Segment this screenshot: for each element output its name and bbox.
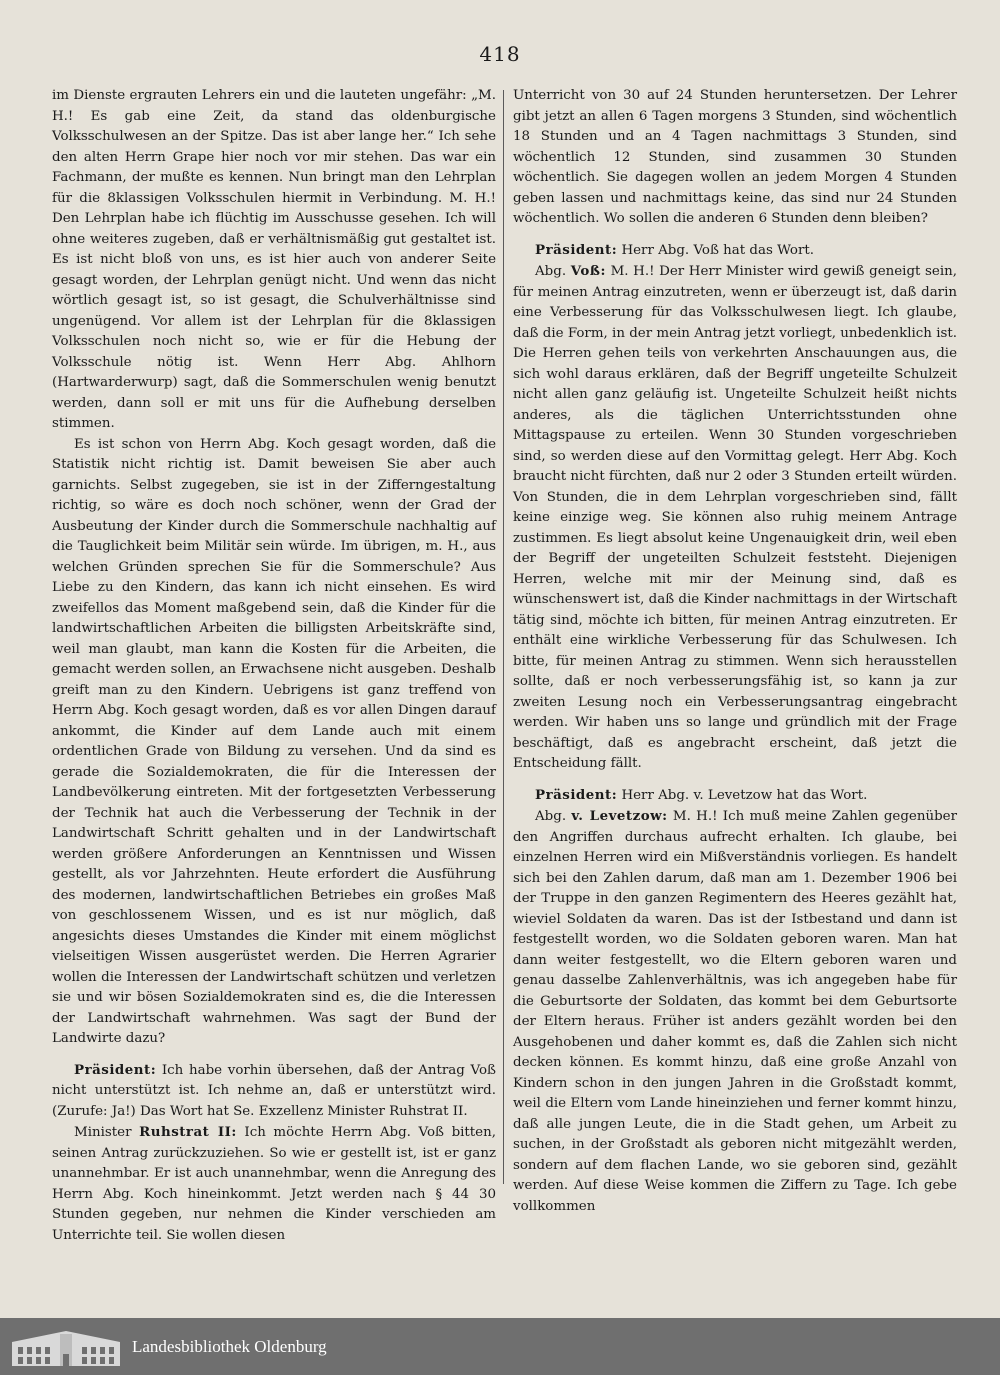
speech-text: M. H.! Der Herr Minister wird gewiß geneigt sein, für meinen Antrag einzutreten, wenn er überzeugt ist, daß darin eine Verbesserung für das Volksschulwesen liegt. Ich glaube, daß die Form, in der mein Antrag jetzt vorliegt, unbedenklich ist. Die Herren gehen teils von verkehrten Anschauungen aus, die sich wohl daraus erklären, daß der Begriff ungeteilte Schulzeit nicht allen ganz geläufig ist. Ungeteilte Schulzeit heißt nichts anderes, als die täglichen Unterrichtsstunden ohne Mittagspause zu erteilen. Wenn 30 Stunden vorgeschrieben sind, so werden diese auf den Vormittag gelegt. Herr Abg. Koch braucht nicht fürchten, daß nur 2 oder 3 Stunden erteilt würden. Von Stunden, die in dem Lehrplan vorgeschrieben sind, fällt keine einzige weg. Sie können also ruhig meinem Antrage zustimmen. Es liegt absolut keine Ungenauigkeit drin, weil eben der Begriff der ungeteilten Schulzeit feststeht. Diejenigen Herren, welche mit mir der Meinung sind, daß es wünschenswert ist, daß die Kinder nachmittags in der Wirtschaft tätig sind, möchte ich bitten, für meinen Antrag einzutreten. Er enthält eine wirkliche Verbesserung für das Schulwesen. Ich bitte, für meinen Antrag zu stimmen. Wenn sich herausstellen sollte, daß er noch verbesserungsfähig ist, so kann ja zur zweiten Lesung noch ein Verbesserungsantrag eingebracht werden. Wir haben uns so lange und gründlich mit der Frage beschäftigt, daß es angebracht erscheint, daß jetzt die Entscheidung fällt. — [513, 264, 957, 771]
speaker-title: Abg. — [535, 809, 567, 824]
right-column — [513, 86, 957, 1214]
page-number: 418 — [479, 42, 521, 66]
paragraph: im Dienste ergrauten Lehrers ein und die lauteten ungefähr: „M. H.! Es gab eine Zeit, da stand das oldenburgische Volksschulwesen an der Spitze. Das ist aber lange her.“ Ich sehe den alten Herrn Grape hier noch vor mir stehen. Das war ein Fachmann, der mußte es kennen. Nun bringt man den Lehrplan für die 8klassigen Volksschulen hiermit in Verbindung. M. H.! Den Lehrplan habe ich flüchtig im Ausschusse gesehen. Ich will ohne weiteres zugeben, daß er verhältnismäßig gut gestaltet ist. Es ist nicht bloß von uns, es ist hier auch von anderer Seite gesagt worden, der Lehrplan genügt nicht. Und wenn das nicht wörtlich gesagt ist, so ist gesagt, die Schulverhältnisse sind ungenügend. Vor allem ist der Lehrplan für die 8klassigen Volksschulen noch nicht so, wie er für die Hebung der Volksschule nötig ist. Wenn Herr Abg. Ahlhorn (Hartwarderwurp) sagt, daß die Sommerschulen wenig benutzt werden, dann soll er mit uns für die Aufhebung derselben stimmen. — [52, 88, 496, 431]
left-column — [52, 86, 496, 1243]
speaker-name: v. Levetzow: — [571, 808, 668, 824]
paragraph: Es ist schon von Herrn Abg. Koch gesagt worden, daß die Statistik nicht richtig ist. Damit beweisen Sie aber auch garnichts. Selbst zugegeben, sie ist in der Zifferngestaltung richtig, so wäre es doch noch schöner, wenn der Grad der Ausbeutung der Kinder durch die Sommerschule nachhaltig auf die Tauglichkeit beim Militär sein würde. Im übrigen, m. H., aus welchen Gründen sprechen Sie für die Sommerschule? Aus Liebe zu den Kindern, das kann ich nicht einsehen. Es wird zweifellos das Moment maßgebend sein, daß die Kinder für die landwirtschaftlichen Arbeiten die billigsten Arbeitskräfte sind, weil man glaubt, man kann die Kosten für die Arbeiten, die gemacht werden sollen, an Erwachsene nicht ausgeben. Deshalb greift man zu den Kindern. Uebrigens ist ganz treffend von Herrn Abg. Koch gesagt worden, daß es vor allen Dingen darauf ankommt, die Kinder auf dem Lande auch mit einem ordentlichen Grade von Bildung zu versehen. Und da sind es gerade die Sozialdemokraten, die für die Interessen der Landbevölkerung eintreten. Mit der fortgesetzten Verbesserung der Technik hat auch die Verbesserung der Technik in der Landwirtschaft Schritt gehalten und in der Landwirtschaft werden größere Anforderungen an Kenntnissen und Wissen gestellt, als vor Jahrzehnten. Heute erfordert die Ausführung des modernen, landwirtschaftlichen Betriebes ein großes Maß von geschlossenem Wissen, und es ist nur möglich, daß angesichts dieses Umstandes die Kinder mit einem möglichst vielseitigen Wissen ausgerüstet werden. Die Herren Agrarier wollen die Interessen der Landwirtschaft schützen und verletzen sie und wir bösen Sozialdemokraten sind es, die die Interessen der Landwirtschaft wahrnehmen. Was sagt der Bund der Landwirte dazu? — [52, 436, 496, 1046]
column-divider — [503, 90, 504, 1184]
speech-entry — [513, 785, 957, 807]
speech-entry — [513, 806, 957, 1217]
paragraph: Unterricht von 30 auf 24 Stunden heruntersetzen. Der Lehrer gibt jetzt an allen 6 Tagen morgens 3 Stunden, sind wöchentlich 18 Stunden und an 4 Tagen nachmittags 3 Stunden, sind wöchentlich 12 Stunden, sind zusammen 30 Stunden wöchentlich. Sie dagegen wollen an jedem Morgen 4 Stunden geben lassen und nachmittags keine, das sind nur 24 Stunden wöchentlich. Wo sollen die anderen 6 Stunden denn bleiben? — [513, 88, 957, 226]
speech-text: Herr Abg. Voß hat das Wort. — [621, 242, 815, 258]
speech-entry — [513, 240, 957, 262]
speaker-title: Abg. — [535, 264, 567, 279]
speech-entry — [52, 1060, 496, 1123]
speech-text: Ich habe vorhin übersehen, daß der Antrag Voß nicht unterstützt ist. Ich nehme an, daß er unterstützt wird. (Zurufe: Ja!) Das Wort hat Se. Exzellenz Minister Ruhstrat II. — [52, 1062, 496, 1119]
library-building-icon — [10, 1328, 122, 1368]
speaker-name: Voß: — [570, 263, 606, 279]
library-footer — [0, 1318, 1000, 1375]
speaker-name: Präsident: — [535, 786, 618, 803]
library-name: Landesbibliothek Oldenburg — [132, 1337, 327, 1356]
speech-text: Ich möchte Herrn Abg. Voß bitten, seinen Antrag zurückzuziehen. So wie er gestellt ist, ist er ganz unannehmbar. Er ist auch unannehmbar, wenn die Anregung des Herrn Abg. Koch hineinkommt. Jetzt werden nach § 44 30 Stunden gegeben, nur nehmen die Kinder verschieden am Unterrichte teil. Sie wollen diesen — [52, 1125, 496, 1243]
speaker-name: Präsident: — [74, 1061, 157, 1078]
speech-text: Herr Abg. v. Levetzow hat das Wort. — [621, 787, 868, 803]
speech-text: M. H.! Ich muß meine Zahlen gegenüber den Angriffen durchaus aufrecht erhalten. Ich glaube, bei einzelnen Herren wird ein Mißverständnis vorliegen. Es handelt sich bei den Zahlen darum, daß man am 1. Dezember 1906 bei der Truppe in den ganzen Regimentern des Heeres gezählt hat, wieviel Soldaten da waren. Das ist der Istbestand und dann ist festgestellt worden, wo die Soldaten geboren waren. Man hat dann weiter festgestellt, wo die Eltern geboren waren und genau dasselbe Zahlenverhältnis, was ich angegeben habe für die Geburtsorte der Soldaten, das kommt bei dem Geburtsorte der Eltern heraus. Früher ist anders gezählt worden bei den Ausgehobenen und daher kommt es, daß die Zahlen sich nicht decken können. Es kommt hinzu, daß eine große Anzahl von Kindern schon in den jungen Jahren in die Großstadt kommt, weil die Eltern vom Lande hineinziehen und ferner kommt hinzu, daß alle jungen Leute, die in die Stadt gehen, um Arbeit zu suchen, in der Großstadt als geboren nicht mitgezählt werden, sondern auf dem flachen Lande, wo sie geboren sind, gezählt werden. Auf diese Weise kommen die Ziffern zu Tage. Ich gebe vollkommen — [513, 809, 957, 1214]
speaker-name: Präsident: — [535, 241, 618, 258]
speaker-name: Ruhstrat II: — [139, 1124, 237, 1140]
speech-entry — [513, 261, 957, 775]
speech-entry — [52, 1122, 496, 1246]
speaker-title: Minister — [74, 1125, 132, 1140]
